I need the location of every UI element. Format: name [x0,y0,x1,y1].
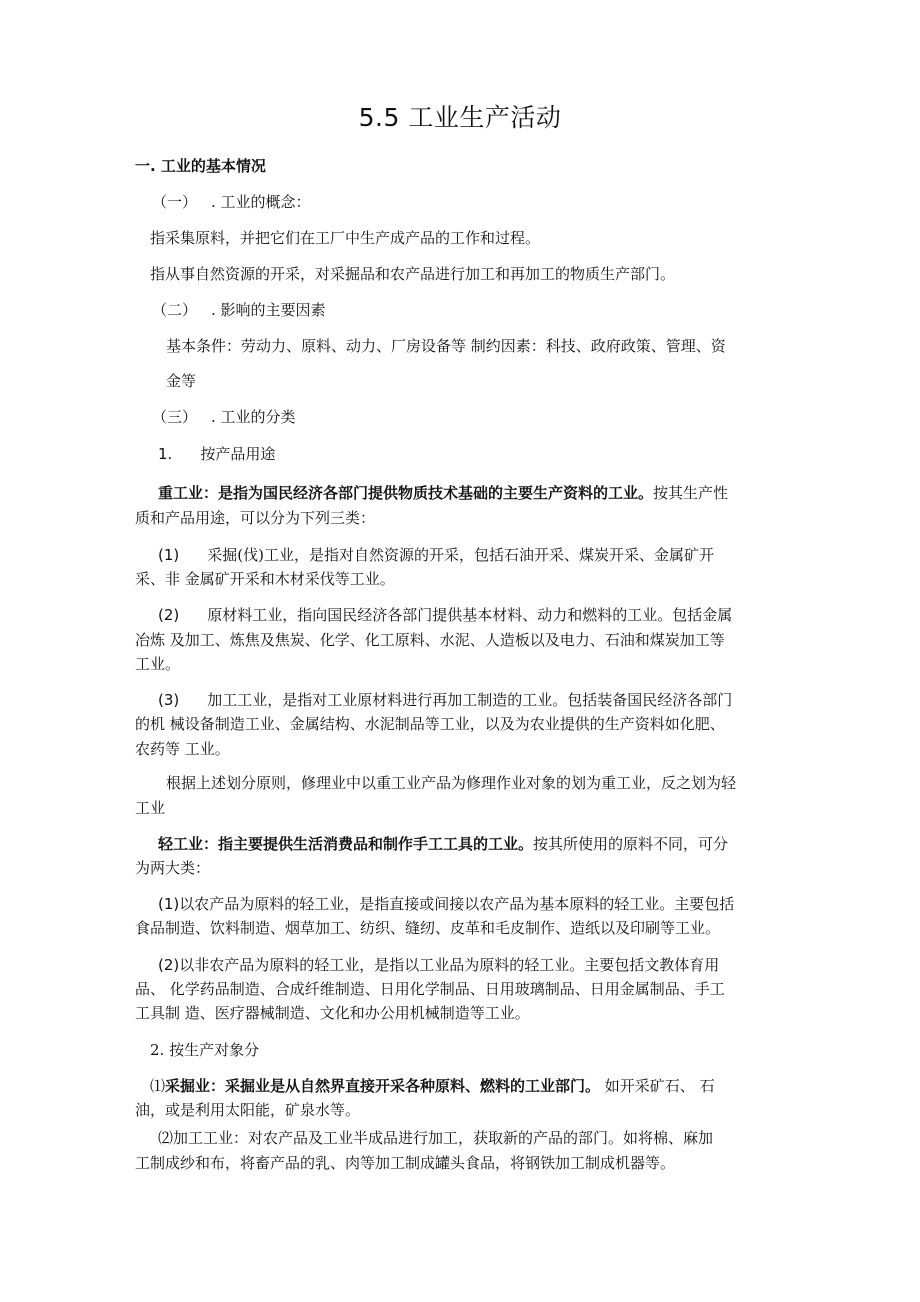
heavy-item1 [158,545,714,565]
classify-label: . 工业的分类 [211,408,296,426]
object-item2 [158,1128,713,1148]
factors-line2: 金等 [166,372,197,390]
light-item1-line1: 以农产品为原料的轻工业，是指直接或间接以农产品为基本原料的轻工业。主要包括 [179,895,735,913]
heavy-item1-num: (1) [158,546,180,564]
heavy-item2-line2: 冶炼 及加工、炼焦及焦炭、化学、化工原料、水泥、人造板以及电力、石油和煤炭加工等 [135,631,725,649]
object-item1-line2: 油，或是利用太阳能，矿泉水等。 [135,1101,361,1119]
classify-sub1-label: 按产品用途 [200,445,276,463]
light-item2-line2: 品、 化学药品制造、合成纤维制造、日用化学制品、日用玻璃制品、日用金属制品、手工 [135,980,725,998]
light-item1-num: (1) [158,895,180,913]
classify-heading [152,407,296,427]
heavy-item3-line2: 的机 械设备制造工业、金属结构、水泥制品等工业，以及为农业提供的生产资料如化肥、 [135,715,725,733]
object-item2-line1: 加工工业：对农产品及工业半成品进行加工，获取新的产品的部门。如将棉、麻加 [173,1129,714,1147]
object-heading: 2. 按生产对象分 [150,1041,260,1059]
factors-line1: 基本条件：劳动力、原料、动力、厂房设备等 制约因素：科技、政府政策、管理、资 [166,337,726,355]
heavy-item3-line1: 加工工业，是指对工业原材料进行再加工制造的工业。包括装备国民经济各部门 [207,691,733,709]
object-item2-num: ⑵ [158,1129,174,1147]
light-line2: 为两大类： [135,859,211,877]
classify-sub1 [158,444,275,464]
concept-line1: 指采集原料，并把它们在工厂中生产成产品的工作和过程。 [150,229,541,247]
light-item1 [158,894,734,914]
concept-line2: 指从事自然资源的开采，对采掘品和农产品进行加工和再加工的物质生产部门。 [150,265,676,283]
object-item1 [150,1076,715,1096]
heavy-item2-num: (2) [158,606,180,624]
heavy-item1-line1: 采掘(伐)工业，是指对自然资源的开采，包括石油开采、煤炭开采、金属矿开 [207,546,714,564]
heavy-bold: 重工业：是指为国民经济各部门提供物质技术基础的主要生产资料的工业。 [158,484,654,502]
factors-heading [152,300,326,320]
heavy-item2 [158,605,732,625]
object-item1-bold: 采掘业：采掘业是从自然界直接开采各种原料、燃料的工业部门。 [165,1077,601,1095]
section-heading: 一. 工业的基本情况 [135,157,266,175]
heavy-item2-line1: 原材料工业，指向国民经济各部门提供基本材料、动力和燃料的工业。包括金属 [207,606,733,624]
heavy-note-line2: 工业 [135,799,166,817]
light-item2-num: (2) [158,956,180,974]
heavy-item3-line3: 农药等 工业。 [135,740,230,758]
concept-heading [152,192,311,212]
light-bold: 轻工业：指主要提供生活消费品和制作手工工具的工业。 [158,835,534,853]
heavy-item3-num: (3) [158,691,180,709]
concept-num: （一） [152,193,198,211]
object-item1-num: ⑴ [150,1077,166,1095]
object-item2-line2: 工制成纱和布，将畜产品的乳、肉等加工制成罐头食品，将钢铁加工制成机器等。 [135,1154,676,1172]
factors-label: . 影响的主要因素 [211,301,326,319]
heavy-rest: 按其生产性 [653,484,729,502]
heavy-note-line1: 根据上述划分原则，修理业中以重工业产品为修理作业对象的划为重工业，反之划为轻 [166,774,737,792]
light-rest: 按其所使用的原料不同，可分 [533,835,729,853]
light-definition [158,834,728,854]
heavy-definition [158,483,728,503]
light-item2-line3: 工具制 造、医疗器械制造、文化和办公用机械制造等工业。 [135,1004,530,1022]
classify-num: （三） [152,408,198,426]
heavy-item2-line3: 工业。 [135,655,181,673]
object-item1-rest: 如开采矿石、 石 [600,1077,715,1095]
heavy-item1-line2: 采、非 金属矿开采和木材采伐等工业。 [135,570,395,588]
classify-sub1-num: 1. [158,445,173,463]
light-item2-line1: 以非农产品为原料的轻工业，是指以工业品为原料的轻工业。主要包括文教体育用 [179,956,720,974]
heavy-line2: 质和产品用途，可以分为下列三类： [135,509,376,527]
light-item2 [158,955,719,975]
concept-label: . 工业的概念： [211,193,311,211]
page-title: 5.5 工业生产活动 [358,103,562,132]
light-item1-line2: 食品制造、饮料制造、烟草加工、纺织、缝纫、皮革和毛皮制作、造纸以及印刷等工业。 [135,919,721,937]
factors-num: （二） [152,301,198,319]
heavy-item3 [158,690,732,710]
